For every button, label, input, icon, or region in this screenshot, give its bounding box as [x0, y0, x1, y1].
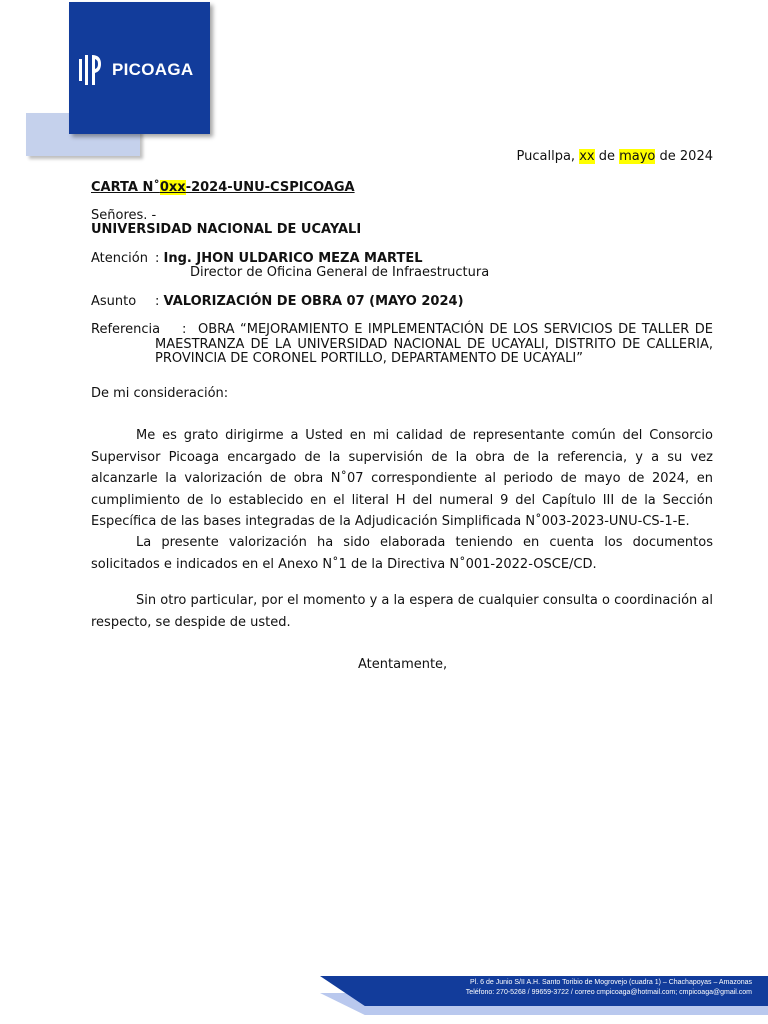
subject-line — [155, 294, 464, 309]
attention-line — [155, 251, 423, 266]
footer-phone-email: Teléfono: 270-5268 / 99659-3722 / correo cmpicoaga@hotmail.com; cmpicoaga@gmail.com — [465, 989, 752, 996]
closing: Atentamente, — [358, 657, 448, 672]
company-logo — [69, 2, 210, 134]
picoaga-logo-mark-icon — [79, 53, 103, 87]
attention-role: Director de Oficina General de Infraestructura — [190, 265, 490, 280]
carta-prefix: CARTA N˚ — [91, 180, 160, 195]
greeting: De mi consideración: — [91, 386, 229, 401]
paragraph-2: La presente valorización ha sido elaborada teniendo en cuenta los documentos solicitados e indicados en el Anexo N˚1 de la Directiva N˚001-2022-OSCE/CD. — [91, 535, 713, 572]
recipient-institution: UNIVERSIDAD NACIONAL DE UCAYALI — [91, 222, 362, 237]
date-prefix: Pucallpa, — [516, 149, 580, 164]
date-mid: de — [594, 149, 620, 164]
carta-number-value: 0xx — [159, 180, 186, 195]
paragraph-1: Me es grato dirigirme a Usted en mi calidad de representante común del Consorcio Supervisor Picoaga encargado de la supervisión de la obra de la referencia, y a su vez alcanzarle la valorización de obra N˚07 correspondiente al periodo de mayo de 2024, en cumplimiento de lo establecido en el literal H del numeral 9 del Capítulo III de la Sección Específica de las bases integradas de la Adjudicación Simplificada N˚003-2023-UNU-CS-1-E. — [91, 428, 713, 529]
attention-separator: : — [155, 251, 164, 266]
letter-date — [517, 149, 713, 164]
reference-value: OBRA “MEJORAMIENTO E IMPLEMENTACIÓN DE LOS SERVICIOS DE TALLER DE MAESTRANZA DE LA UNIVERSIDAD NACIONAL DE UCAYALI, DISTRITO DE CALLERIA, PROVINCIA DE CORONEL PORTILLO, DEPARTAMENTO DE UCAYALI” — [155, 322, 713, 366]
subject-label: Asunto — [91, 294, 137, 309]
paragraph-3: Sin otro particular, por el momento y a la espera de cualquier consulta o coordinación al respecto, se despide de usted. — [91, 593, 713, 630]
reference-label: Referencia — [91, 322, 161, 337]
reference-separator: : — [182, 322, 187, 337]
date-day: xx — [579, 149, 595, 164]
subject-separator: : — [155, 294, 164, 309]
date-month: mayo — [619, 149, 656, 164]
date-suffix: de 2024 — [655, 149, 713, 164]
attention-name: Ing. JHON ULDARICO MEZA MARTEL — [163, 251, 423, 266]
carta-suffix: -2024-UNU-CSPICOAGA — [185, 180, 355, 195]
logo-text: PICOAGA — [112, 60, 194, 79]
carta-number — [91, 180, 355, 195]
subject-value: VALORIZACIÓN DE OBRA 07 (MAYO 2024) — [163, 294, 464, 309]
footer-address: Pl. 6 de Junio S/II A.H. Santo Toribio de Mogrovejo (cuadra 1) – Chachapoyas – Amazonas — [470, 979, 752, 986]
salutation: Señores. - — [91, 208, 157, 223]
footer-contact — [466, 978, 752, 998]
attention-label: Atención — [91, 251, 148, 266]
